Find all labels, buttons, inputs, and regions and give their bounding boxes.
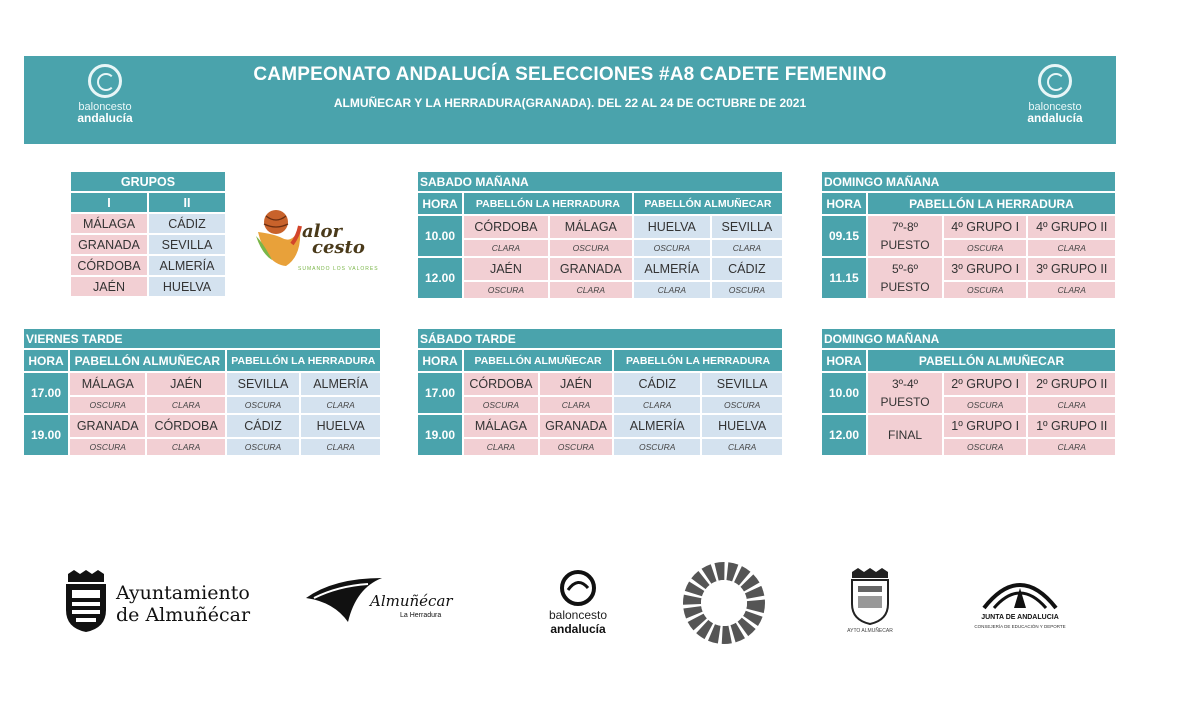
baloncesto-andalucia-logo-left: baloncesto andalucía (60, 64, 150, 134)
group-row: GRANADA SEVILLA (71, 235, 225, 254)
match-row: 12.00 JAÉN GRANADA ALMERÍA CÁDIZ (418, 258, 782, 280)
match-row: 12.00 FINAL 1º GRUPO I 1º GRUPO II (822, 415, 1115, 437)
basketball-icon (558, 568, 598, 608)
wheel-icon (676, 558, 772, 648)
match-row: 10.00 CÓRDOBA MÁLAGA HUELVA SEVILLA (418, 216, 782, 238)
page-title: CAMPEONATO ANDALUCÍA SELECCIONES #A8 CADETE FEMENINO (253, 64, 887, 85)
match-row: 10.00 3º-4º PUESTO 2º GRUPO I 2º GRUPO II (822, 373, 1115, 395)
match-row: 11.15 5º-6º PUESTO 3º GRUPO I 3º GRUPO II (822, 258, 1115, 280)
baloncesto-andalucia-logo-right: baloncesto andalucía (1010, 64, 1100, 134)
match-row: 17.00 CÓRDOBA JAÉN CÁDIZ SEVILLA (418, 373, 782, 395)
crest-icon (848, 566, 892, 626)
friday-afternoon-table: VIERNES TARDE HORA PABELLÓN ALMUÑECAR PABELLÓN LA HERRADURA 17.00 MÁLAGA JAÉN SEVILLA ALMERÍA OSCURA CLARA OSCURA CLARA 19.00 GRANADA CÓRDOBA CÁDIZ HUELVA OSCURA CLARA OSCURA CLARA (22, 327, 382, 457)
groups-table: GRUPOS I II MÁLAGA CÁDIZ GRANADA SEVILLA CÓRDOBA ALMERÍA JAÉN HUELVA (69, 170, 227, 298)
header-banner (24, 56, 1116, 144)
sunday-morning-herradura-table: DOMINGO MAÑANA HORA PABELLÓN LA HERRADURA 09.15 7º-8º PUESTO 4º GRUPO I 4º GRUPO II OSCURA CLARA 11.15 5º-6º PUESTO 3º GRUPO I 3º GRUPO II OSCURA CLARA (820, 170, 1117, 300)
group-row: JAÉN HUELVA (71, 277, 225, 296)
junta-arch-icon (980, 568, 1060, 614)
sdg-wheel-logo (676, 558, 772, 648)
almunecar-logo: Almuñécar La Herradura (304, 562, 470, 632)
saturday-morning-table: SABADO MAÑANA HORA PABELLÓN LA HERRADURA PABELLÓN ALMUÑECAR 10.00 CÓRDOBA MÁLAGA HUELVA SEVILLA CLARA OSCURA OSCURA CLARA 12.00 JAÉN GRANADA ALMERÍA CÁDIZ OSCURA CLARA CLARA OSCURA (416, 170, 784, 300)
match-row: 09.15 7º-8º PUESTO 4º GRUPO I 4º GRUPO II (822, 216, 1115, 238)
basketball-icon (1038, 64, 1072, 98)
valorcesto-logo: alor cesto SUMANDO LOS VALORES (252, 204, 402, 274)
group-row: CÓRDOBA ALMERÍA (71, 256, 225, 275)
ciudad-logo: AYTO ALMUÑECAR (842, 562, 898, 642)
ayuntamiento-logo: Ayuntamiento de Almuñécar (62, 562, 262, 632)
baloncesto-andalucia-footer-logo: baloncesto andalucía (536, 562, 620, 642)
match-row: 19.00 GRANADA CÓRDOBA CÁDIZ HUELVA (24, 415, 380, 437)
match-row: 19.00 MÁLAGA GRANADA ALMERÍA HUELVA (418, 415, 782, 437)
group-row: MÁLAGA CÁDIZ (71, 214, 225, 233)
match-row: 17.00 MÁLAGA JAÉN SEVILLA ALMERÍA (24, 373, 380, 395)
coat-of-arms-icon (62, 570, 110, 632)
page-subtitle: ALMUÑECAR Y LA HERRADURA(GRANADA). DEL 22 AL 24 DE OCTUBRE DE 2021 (333, 96, 807, 110)
sunday-morning-almunecar-table: DOMINGO MAÑANA HORA PABELLÓN ALMUÑECAR 10.00 3º-4º PUESTO 2º GRUPO I 2º GRUPO II OSCURA CLARA 12.00 FINAL 1º GRUPO I 1º GRUPO II OSCURA CLARA (820, 327, 1117, 457)
saturday-afternoon-table: SÁBADO TARDE HORA PABELLÓN ALMUÑECAR PABELLÓN LA HERRADURA 17.00 CÓRDOBA JAÉN CÁDIZ SEVILLA OSCURA CLARA CLARA OSCURA 19.00 MÁLAGA GRANADA ALMERÍA HUELVA CLARA OSCURA OSCURA CLARA (416, 327, 784, 457)
junta-andalucia-logo: JUNTA DE ANDALUCIA CONSEJERÍA DE EDUCACIÓN Y DEPORTE (962, 562, 1078, 642)
